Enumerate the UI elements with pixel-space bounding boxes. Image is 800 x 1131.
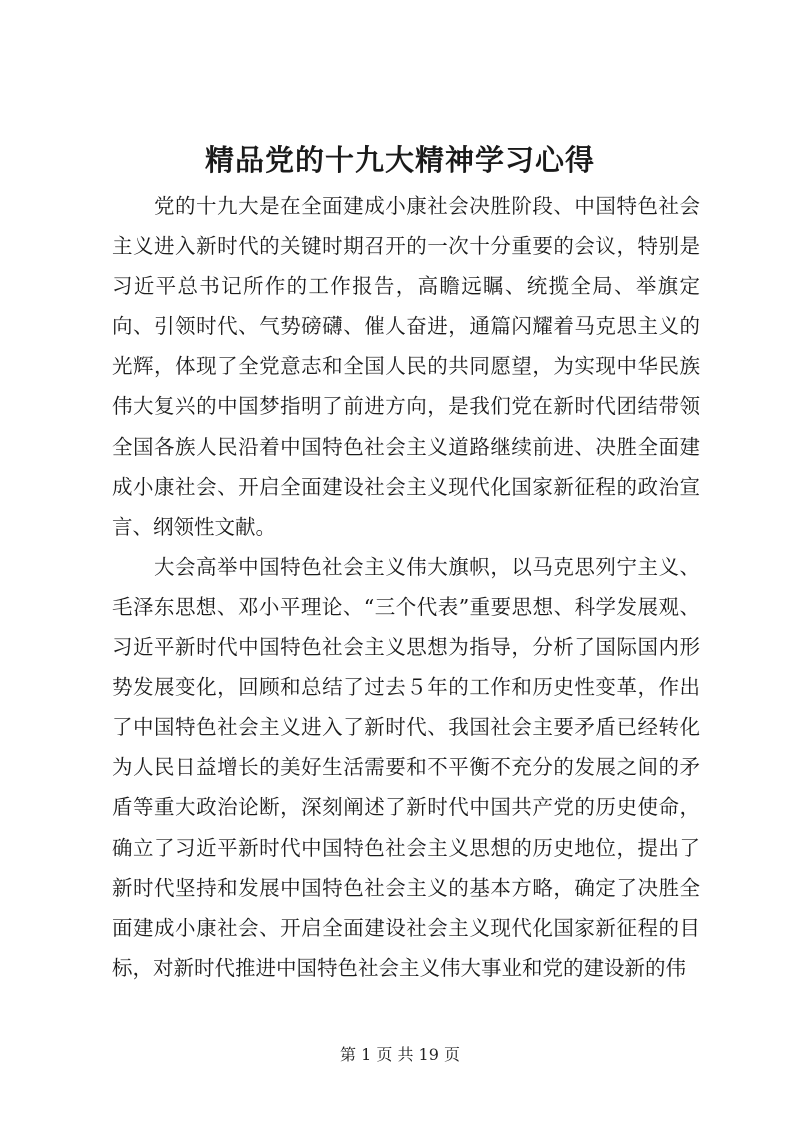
document-body [112,186,700,988]
paragraph: 党的十九大是在全面建成小康社会决胜阶段、中国特色社会主义进入新时代的关键时期召开的一次十分重要的会议，特别是习近平总书记所作的工作报告，高瞻远瞩、统揽全局、举旗定向、引领时代、气势磅礴、催人奋进，通篇闪耀着马克思主义的光辉，体现了全党意志和全国人民的共同愿望，为实现中华民族伟大复兴的中国梦指明了前进方向，是我们党在新时代团结带领全国各族人民沿着中国特色社会主义道路继续前进、决胜全面建成小康社会、开启全面建设社会主义现代化国家新征程的政治宣言、纲领性文献。 [112,194,700,539]
document-title: 精品党的十九大精神学习心得 [204,143,595,177]
page-number-footer: 第 1 页 共 19 页 [340,1045,460,1064]
paragraph: 大会高举中国特色社会主义伟大旗帜，以马克思列宁主义、毛泽东思想、邓小平理论、“三个代表”重要思想、科学发展观、习近平新时代中国特色社会主义思想为指导，分析了国际国内形势发展变化，回顾和总结了过去５年的工作和历史性变革，作出了中国特色社会主义进入了新时代、我国社会主要矛盾已经转化为人民日益增长的美好生活需要和不平衡不充分的发展之间的矛盾等重大政治论断，深刻阐述了新时代中国共产党的历史使命，确立了习近平新时代中国特色社会主义思想的历史地位，提出了新时代坚持和发展中国特色社会主义的基本方略，确定了决胜全面建成小康社会、开启全面建设社会主义现代化国家新征程的目标，对新时代推进中国特色社会主义伟大事业和党的建设新的伟 [112,554,700,980]
